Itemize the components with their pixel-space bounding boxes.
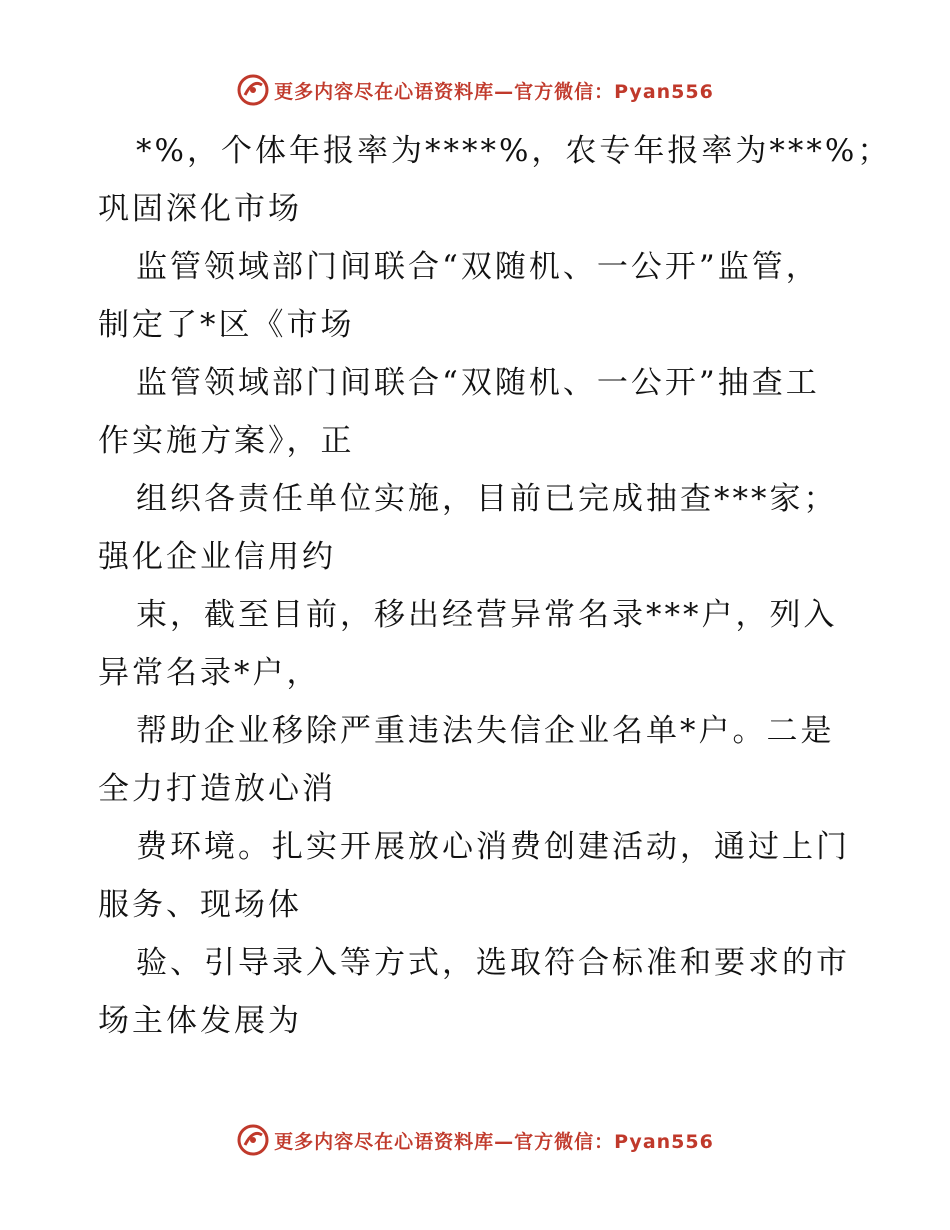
header-banner-text: 更多内容尽在心语资料库—官方微信：Pyan556	[274, 80, 714, 103]
text-line: 费环境。扎实开展放心消费创建活动，通过上门	[136, 829, 850, 865]
text-line: 强化企业信用约	[98, 539, 336, 575]
text-line: 监管领域部门间联合“双随机、一公开”监管，	[136, 249, 820, 285]
text-line: 异常名录*户，	[98, 655, 321, 691]
text-line: 组织各责任单位实施，目前已完成抽查***家；	[136, 481, 838, 517]
text-line: 场主体发展为	[98, 1003, 302, 1039]
header-banner	[0, 70, 950, 110]
text-line: 验、引导录入等方式，选取符合标准和要求的市	[136, 945, 850, 981]
text-line: 服务、现场体	[98, 887, 302, 923]
text-line: 制定了*区《市场	[98, 307, 355, 343]
text-line: 巩固深化市场	[98, 191, 302, 227]
text-line: 束，截至目前，移出经营异常名录***户，列入	[136, 597, 838, 633]
text-line: 帮助企业移除严重违法失信企业名单*户。二是	[136, 713, 835, 749]
document-body	[98, 122, 892, 1050]
text-line: 监管领域部门间联合“双随机、一公开”抽查工	[136, 365, 820, 401]
footer-banner	[0, 1120, 950, 1160]
logo-icon	[236, 73, 270, 107]
footer-banner-text: 更多内容尽在心语资料库—官方微信：Pyan556	[274, 1130, 714, 1153]
text-line: 全力打造放心消	[98, 771, 336, 807]
text-line: 作实施方案》，正	[98, 423, 355, 459]
logo-icon	[236, 1123, 270, 1157]
text-line: *%，个体年报率为****%，农专年报率为***%；	[136, 133, 892, 169]
